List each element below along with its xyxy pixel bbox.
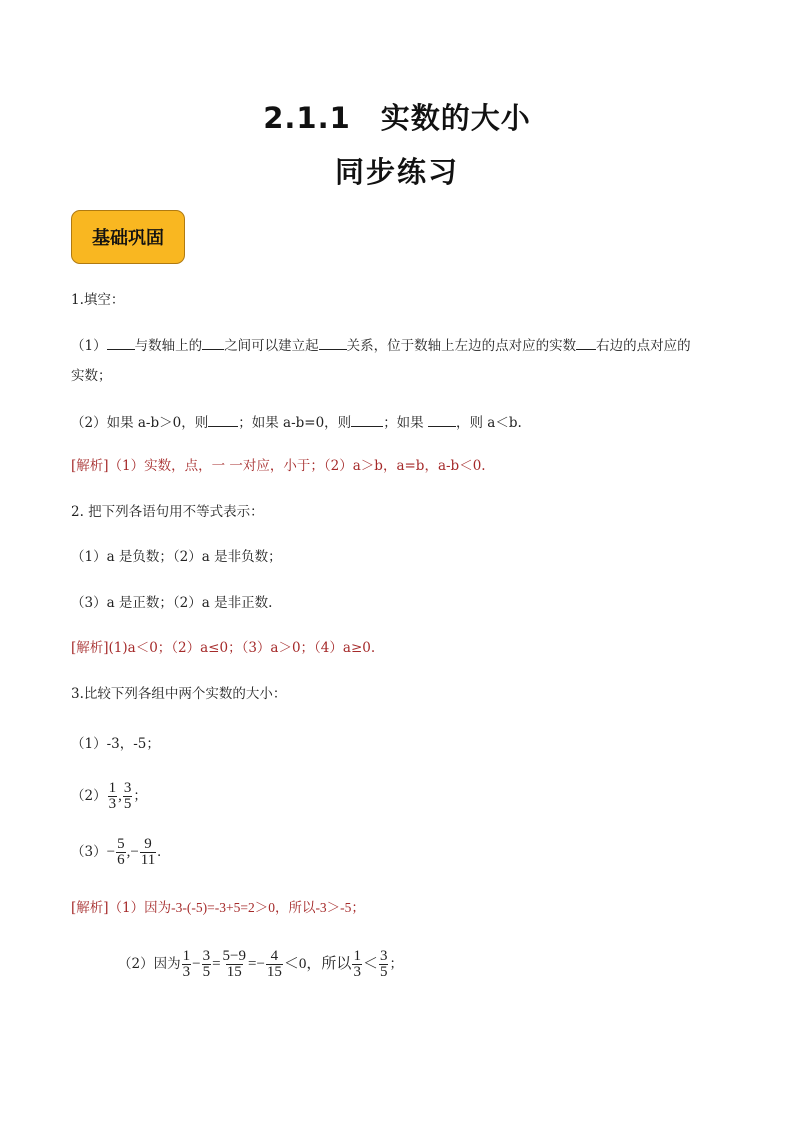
q3-item3-sep: ,− bbox=[126, 844, 139, 860]
q1-part1-c: 之间可以建立起 bbox=[224, 338, 319, 354]
q2-heading: 2. 把下列各语句用不等式表示： bbox=[71, 504, 264, 520]
q3-answer1-text: -3-(-5)=-3+5=2＞0，所以-3＞-5； bbox=[171, 900, 365, 915]
q3-item3-frac2 bbox=[140, 837, 156, 868]
q3-answer2 bbox=[118, 944, 403, 984]
a2-frac2 bbox=[202, 949, 212, 980]
frac-denominator: 5 bbox=[123, 796, 132, 812]
q3-item3-minus: − bbox=[106, 844, 116, 860]
frac-numerator: 3 bbox=[379, 948, 388, 964]
q3-heading: 3.比较下列各组中两个实数的大小： bbox=[71, 686, 287, 702]
q3-item1: （1）-3，-5； bbox=[71, 736, 160, 752]
q3-item3 bbox=[71, 832, 161, 872]
q3-answer1-label: [解析]（1）因为 bbox=[71, 900, 172, 916]
q1-part1 bbox=[71, 335, 691, 356]
a2-minus: − bbox=[192, 956, 201, 972]
q1-part1-wrap: 实数； bbox=[71, 368, 112, 384]
frac-denominator: 15 bbox=[266, 964, 282, 980]
q1-part1-b: 与数轴上的 bbox=[134, 338, 203, 354]
page-subtitle: 同步练习 bbox=[334, 155, 459, 189]
frac-denominator: 15 bbox=[226, 964, 242, 980]
q1-part2-a: （2）如果 a-b＞0，则 bbox=[71, 415, 209, 431]
a2-lt: ＜0，所以 bbox=[283, 956, 352, 972]
q1-blank-1[interactable] bbox=[107, 335, 135, 350]
frac-denominator: 3 bbox=[108, 796, 117, 812]
q1-part1-e: 右边的点对应的 bbox=[596, 338, 691, 354]
q1-part2-c: ；如果 bbox=[383, 415, 424, 431]
q2-answer: [解析](1)a＜0；（2）a≤0；（3）a＞0；（4）a≥0. bbox=[71, 640, 376, 656]
q1-blank-6[interactable] bbox=[351, 412, 383, 427]
frac-numerator: 3 bbox=[202, 948, 211, 964]
frac-numerator: 5 bbox=[117, 836, 125, 852]
q1-answer: [解析]（1）实数，点，一 一对应，小于；（2）a＞b，a=b，a-b＜0. bbox=[71, 458, 486, 474]
q2-line2: （3）a 是正数；（2）a 是非正数. bbox=[71, 595, 273, 611]
q1-blank-2[interactable] bbox=[202, 335, 224, 350]
q3-item3-end: . bbox=[157, 844, 161, 860]
frac-numerator: 1 bbox=[108, 780, 117, 796]
section-badge: 基础巩固 bbox=[71, 210, 185, 264]
frac-numerator: 9 bbox=[144, 836, 152, 852]
frac-numerator: 5−9 bbox=[222, 948, 246, 964]
q3-item2-frac1 bbox=[108, 781, 118, 812]
a2-frac4 bbox=[266, 949, 283, 980]
a2-frac5 bbox=[352, 949, 362, 980]
q1-part2-b: ；如果 a-b=0，则 bbox=[238, 415, 352, 431]
a2-frac1 bbox=[182, 949, 192, 980]
q3-item3-frac1 bbox=[116, 837, 126, 868]
q3-item2-sep: , bbox=[118, 788, 122, 804]
q1-part1-a: （1） bbox=[71, 338, 107, 354]
q3-item2 bbox=[71, 776, 147, 816]
q2-line1: （1）a 是负数；（2）a 是非负数； bbox=[71, 549, 282, 565]
q3-item3-label: （3） bbox=[71, 844, 107, 860]
frac-denominator: 11 bbox=[140, 852, 156, 868]
a2-eq2: =− bbox=[248, 956, 265, 972]
q3-item2-label: （2） bbox=[71, 788, 107, 804]
frac-denominator: 3 bbox=[182, 964, 191, 980]
frac-numerator: 3 bbox=[123, 780, 132, 796]
frac-denominator: 3 bbox=[353, 964, 361, 980]
q1-part2 bbox=[71, 412, 522, 433]
frac-numerator: 1 bbox=[353, 948, 361, 964]
q1-blank-4[interactable] bbox=[576, 335, 596, 350]
q1-blank-3[interactable] bbox=[319, 335, 347, 350]
q1-heading: 1.填空： bbox=[71, 292, 125, 308]
frac-numerator: 4 bbox=[270, 948, 279, 964]
q1-blank-7[interactable] bbox=[428, 412, 456, 427]
q3-answer2-label: （2）因为 bbox=[118, 956, 181, 972]
q3-item2-frac2 bbox=[123, 781, 133, 812]
page-title: 2.1.1 实数的大小 bbox=[263, 101, 531, 135]
a2-eq1: = bbox=[212, 956, 221, 972]
q1-part1-d: 关系，位于数轴上左边的点对应的实数 bbox=[346, 338, 577, 354]
frac-denominator: 6 bbox=[117, 852, 125, 868]
q1-blank-5[interactable] bbox=[208, 412, 238, 427]
frac-denominator: 5 bbox=[379, 964, 388, 980]
a2-end: ； bbox=[389, 956, 403, 972]
a2-lt2: ＜ bbox=[362, 956, 378, 972]
q3-answer1 bbox=[71, 898, 365, 918]
q1-part2-d: ，则 a＜b. bbox=[455, 415, 522, 431]
a2-frac3 bbox=[222, 949, 247, 980]
frac-numerator: 1 bbox=[182, 948, 191, 964]
frac-denominator: 5 bbox=[202, 964, 211, 980]
a2-frac6 bbox=[379, 949, 389, 980]
q3-item2-end: ； bbox=[133, 788, 147, 804]
